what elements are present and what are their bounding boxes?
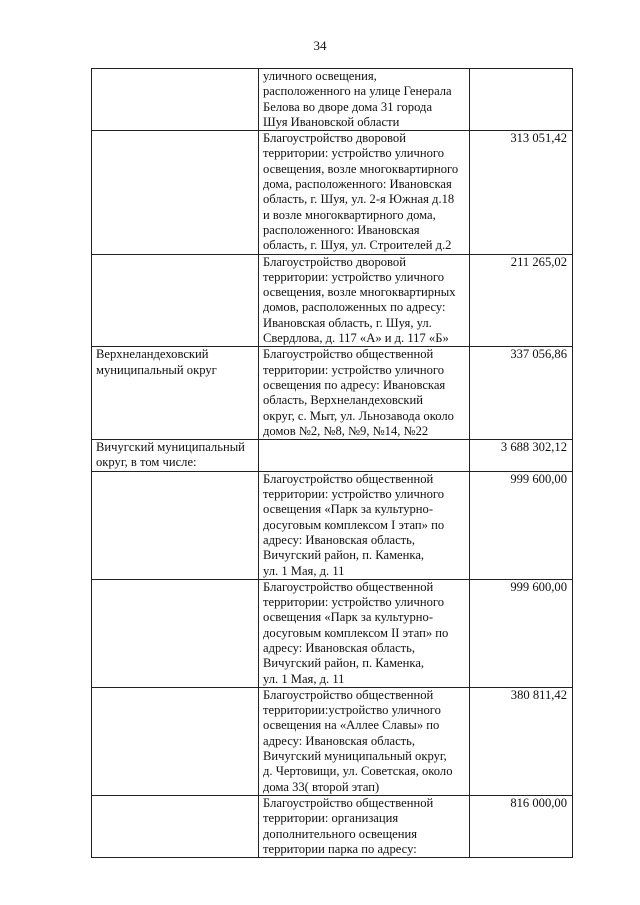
description-line: домов №2, №8, №9, №14, №22: [263, 423, 429, 438]
description-line: область, г. Шуя, ул. 2-я Южная д.18: [263, 192, 455, 207]
description-line: и возле многоквартирного дома,: [263, 207, 436, 222]
description-line: Благоустройство общественной: [263, 347, 434, 362]
table-row: [92, 440, 573, 472]
description-cell: [259, 440, 470, 472]
amount-cell: [470, 347, 573, 440]
municipality-line: Верхнеландеховский: [96, 347, 209, 362]
municipality-cell: [92, 69, 259, 131]
description-line: территории: устройство уличного: [263, 595, 445, 610]
funding-table: [91, 68, 573, 858]
description-line: область, г. Шуя, ул. Строителей д.2: [263, 238, 452, 253]
description-line: дополнительного освещения: [263, 826, 418, 841]
description-line: освещения «Парк за культурно-: [263, 610, 434, 625]
amount-cell: [470, 440, 573, 472]
description-line: территории: устройство уличного: [263, 269, 445, 284]
municipality-cell: [92, 795, 259, 857]
table-row: [92, 69, 573, 131]
amount-cell: [470, 579, 573, 687]
table-row: [92, 795, 573, 857]
table-row: [92, 471, 573, 579]
table-row: [92, 347, 573, 440]
description-line: Благоустройство дворовой: [263, 254, 406, 269]
description-line: Благоустройство общественной: [263, 687, 434, 702]
description-line: освещения «Парк за культурно-: [263, 502, 434, 517]
description-line: освещения по адресу: Ивановская: [263, 377, 446, 392]
description-line: территории парка по адресу:: [263, 841, 417, 856]
description-line: область, Верхнеландеховский: [263, 393, 423, 408]
municipality-line: Вичугский муниципальный: [96, 440, 245, 455]
description-line: Шуя Ивановской области: [263, 114, 400, 129]
description-line: адресу: Ивановская область,: [263, 640, 416, 655]
page-number: 34: [313, 38, 327, 53]
amount-value: 380 811,42: [510, 687, 567, 702]
description-line: округ, с. Мыт, ул. Льнозавода около: [263, 408, 454, 423]
amount-value: 999 600,00: [510, 471, 567, 486]
description-line: досуговым комплексом I этап» по: [263, 517, 445, 532]
municipality-cell: [92, 471, 259, 579]
description-line: адресу: Ивановская область,: [263, 733, 416, 748]
description-line: Благоустройство общественной: [263, 579, 434, 594]
description-line: расположенного: Ивановская: [263, 222, 420, 237]
description-line: домов, расположенных по адресу:: [263, 300, 446, 315]
description-line: территории: организация: [263, 811, 399, 826]
description-line: освещения, возле многоквартирного: [263, 161, 459, 176]
description-line: Свердлова, д. 117 «А» и д. 117 «Б»: [263, 331, 449, 346]
amount-value: 999 600,00: [510, 579, 567, 594]
amount-value: 313 051,42: [510, 131, 567, 146]
description-line: Благоустройство общественной: [263, 471, 434, 486]
description-line: Вичугский район, п. Каменка,: [263, 656, 425, 671]
amount-value: 211 265,02: [510, 254, 567, 269]
description-cell: [259, 131, 470, 254]
description-line: досуговым комплексом II этап» по: [263, 625, 449, 640]
description-line: территории:устройство уличного: [263, 703, 441, 718]
description-line: дома 33( второй этап): [263, 779, 380, 794]
description-cell: [259, 795, 470, 857]
description-line: территории: устройство уличного: [263, 146, 445, 161]
description-cell: [259, 69, 470, 131]
description-line: Благоустройство общественной: [263, 795, 434, 810]
description-line: Вичугский муниципальный округ,: [263, 749, 447, 764]
description-cell: [259, 687, 470, 795]
description-line: Ивановская область, г. Шуя, ул.: [263, 315, 432, 330]
amount-cell: [470, 795, 573, 857]
description-line: д. Чертовищи, ул. Советская, около: [263, 764, 453, 779]
municipality-cell: [92, 254, 259, 347]
municipality-cell: [92, 579, 259, 687]
description-cell: [259, 579, 470, 687]
amount-cell: [470, 69, 573, 131]
municipality-cell: [92, 687, 259, 795]
amount-cell: [470, 687, 573, 795]
description-cell: [259, 471, 470, 579]
description-line: освещения, возле многоквартирных: [263, 285, 456, 300]
amount-cell: [470, 131, 573, 254]
amount-value: 816 000,00: [510, 795, 567, 810]
description-line: территории: устройство уличного: [263, 362, 445, 377]
description-line: территории: устройство уличного: [263, 487, 445, 502]
description-line: ул. 1 Мая, д. 11: [263, 671, 345, 686]
description-cell: [259, 347, 470, 440]
amount-cell: [470, 254, 573, 347]
municipality-cell: [92, 440, 259, 472]
description-line: дома, расположенного: Ивановская: [263, 177, 452, 192]
municipality-line: округ, в том числе:: [96, 455, 197, 470]
funding-table-body: [92, 69, 573, 858]
table-row: [92, 579, 573, 687]
description-line: Благоустройство дворовой: [263, 131, 406, 146]
description-line: Белова во дворе дома 31 города: [263, 99, 433, 114]
description-line: уличного освещения,: [263, 69, 377, 83]
amount-value: 3 688 302,12: [500, 440, 567, 455]
table-row: [92, 254, 573, 347]
description-cell: [259, 254, 470, 347]
amount-value: 337 056,86: [510, 347, 567, 362]
municipality-line: муниципальный округ: [96, 362, 217, 377]
description-line: Вичугский район, п. Каменка,: [263, 548, 425, 563]
table-row: [92, 131, 573, 254]
description-line: ул. 1 Мая, д. 11: [263, 563, 345, 578]
description-line: расположенного на улице Генерала: [263, 84, 452, 99]
description-line: адресу: Ивановская область,: [263, 532, 416, 547]
municipality-cell: [92, 131, 259, 254]
amount-cell: [470, 471, 573, 579]
municipality-cell: [92, 347, 259, 440]
description-line: освещения на «Аллее Славы» по: [263, 718, 440, 733]
table-row: [92, 687, 573, 795]
